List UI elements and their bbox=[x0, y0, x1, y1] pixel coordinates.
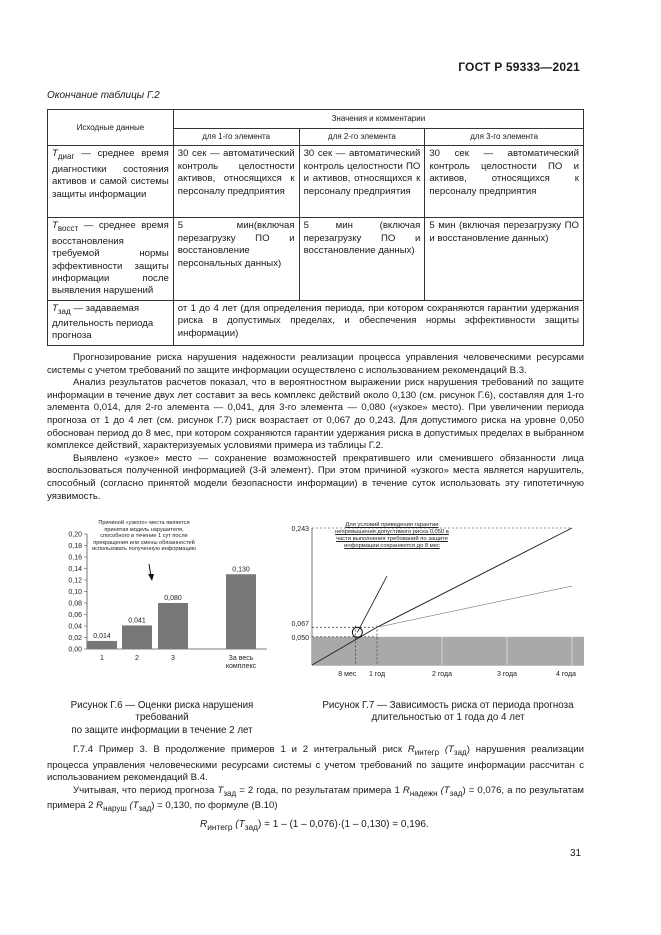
bar bbox=[158, 603, 188, 649]
y-tick-label: 0,02 bbox=[68, 635, 82, 642]
x-tick-label: 2 bbox=[135, 655, 139, 662]
example-text bbox=[47, 744, 584, 816]
y-tick-label: 0,14 bbox=[68, 566, 82, 573]
cell-element-1: 5 мин(включая перезагрузку ПО и восстановление персональных данных) bbox=[173, 218, 299, 300]
x-tick-label: 2 года bbox=[432, 671, 452, 678]
figure-g7-caption: Рисунок Г.7 — Зависимость риска от периода прогноза длительностью от 1 года до 4 лет bbox=[322, 700, 574, 724]
x-tick-label: 4 года bbox=[556, 671, 576, 678]
y-tick-label: 0,18 bbox=[68, 543, 82, 550]
paragraph: Прогнозирование риска нарушения надежности реализации процесса управления человеческими ресурсами системы с учетом требований по защите информации осуществлено с использованием рекомендаций В.3. bbox=[47, 352, 584, 376]
aux-line bbox=[377, 586, 572, 627]
table-caption: Окончание таблицы Г.2 bbox=[47, 90, 160, 101]
body-text bbox=[47, 352, 584, 503]
bar-data-label: 0,041 bbox=[128, 617, 146, 625]
x-tick-label: 1 bbox=[100, 655, 104, 662]
header-element-1: для 1-го элемента bbox=[173, 129, 299, 146]
paragraph: Анализ результатов расчетов показал, что в вероятностном выражении риск нарушения требований по защите информации в течение двух лет составит за весь комплекс действий около 0,130 (см. рисунок Г.6), составляя для 1-го элемента 0,014, для 2-го элемента — 0,041, для 3-го элемента — 0,080 («узкое» место). При увеличении периода прогноза от 1 до 4 лет (см. рисунок Г.7) риск возрастает от 0,067 до 0,243. Для допустимого риска на уровне 0,050 обоснован период до 8 мес, при котором сохраняются гарантии удержания риска в допустимых пределах в выбранном комплексе действий, характеризуемых условиями примера из таблицы Г.2. bbox=[47, 377, 584, 452]
bar bbox=[122, 625, 152, 649]
y-tick-label: 0,16 bbox=[68, 554, 82, 562]
formula: $R_{интегр}$ $(T_{зад}) = 1 - (1 - 0,076)\cdot(1 - 0,130) = 0,196$. bbox=[200, 819, 429, 832]
cell-element-2: 30 сек — автоматический контроль целостности ПО и активов, относящихся к персоналу предприятия bbox=[299, 146, 425, 218]
line-annotation: Для условий приведения гарантии непревышения допустимого риска 0,050 в части выполнения требований по защите информации сохраняются до 8 мес bbox=[335, 522, 449, 549]
header-element-3: для 3-го элемента bbox=[425, 129, 584, 146]
row-label: $T_{зад}$ — задаваемая длительность периода прогноза bbox=[48, 300, 174, 345]
y-tick-label: 0,06 bbox=[68, 612, 82, 619]
header-element-2: для 2-го элемента bbox=[299, 129, 425, 146]
cell-element-2: 5 мин (включая перезагрузку ПО и восстановление данных) bbox=[299, 218, 425, 300]
y-tick-label: 0,067 bbox=[291, 621, 309, 629]
cell-element-1: 30 сек — автоматический контроль целостности активов, относящихся к персоналу предприятия bbox=[173, 146, 299, 218]
paragraph: Г.7.4 Пример 3. В продолжение примеров 1 и 2 интегральный риск $R_{интегр}$ $(T_{зад})$ нарушения реализации процесса управления человеческими ресурсами системы с учетом требований по защите информации рассчитан с использованием рекомендаций В.4. bbox=[47, 744, 584, 784]
y-tick-label: 0,20 bbox=[68, 531, 82, 539]
x-tick-label: 3 bbox=[171, 655, 175, 662]
bar-chart-g6 bbox=[68, 520, 267, 670]
line-chart-g7 bbox=[291, 522, 584, 678]
bar-data-label: 0,080 bbox=[164, 595, 182, 602]
y-tick-label: 0,04 bbox=[68, 623, 82, 631]
cell-all-elements: от 1 до 4 лет (для определения периода, при котором сохраняются гарантии удержания риска в допустимых пределах, и обеспечения нормы эффективности защиты информации) bbox=[173, 300, 583, 345]
x-tick-label: За весь комплекс bbox=[225, 655, 257, 670]
figures-area bbox=[47, 518, 584, 700]
y-tick-label: 0,08 bbox=[68, 600, 82, 608]
y-tick-label: 0,050 bbox=[291, 634, 309, 642]
cell-element-3: 5 мин (включая перезагрузку ПО и восстановление данных) bbox=[425, 218, 584, 300]
header-values: Значения и комментарии bbox=[173, 110, 583, 129]
x-tick-label: 3 года bbox=[497, 671, 517, 678]
figure-g6-caption: Рисунок Г.6 — Оценки риска нарушения требований по защите информации в течение 2 лет bbox=[70, 700, 254, 736]
parameters-table bbox=[47, 109, 584, 346]
table-row bbox=[48, 218, 584, 300]
paragraph: Выявлено «узкое» место — сохранение возможностей прекратившего или сменившего обязанности лица воспользоваться полученной информацией (3-й элемент). При этом причиной «узкого» места является нарушитель, способный (согласно принятой модели безопасности информации) в течение суток использовать эту гипотетичную уязвимость. bbox=[47, 452, 584, 502]
y-tick-label: 0,00 bbox=[68, 646, 82, 654]
y-tick-label: 0,10 bbox=[68, 589, 82, 596]
bar bbox=[226, 574, 256, 649]
cell-element-3: 30 сек — автоматический контроль целостности ПО и активов, относящихся к персоналу предприятия bbox=[425, 146, 584, 218]
row-label: $T_{восст}$ — среднее время восстановления требуемой нормы эффективности защиты информации после выявления нарушений bbox=[48, 218, 174, 300]
x-tick-label: 8 мес bbox=[338, 671, 357, 678]
row-label: $T_{диаг}$ — среднее время диагностики состояния активов и самой системы защиты информации bbox=[48, 146, 174, 218]
paragraph: Учитывая, что период прогноза $T_{зад} = 2$ года, по результатам примера 1 $R_{надежн}$ $(T_{зад}) = 0,076$, а по результатам примера 2 $R_{наруш}$ $(T_{зад}) = 0,130$, по формуле (В.10) bbox=[47, 784, 584, 814]
table-row bbox=[48, 146, 584, 218]
y-tick-label: 0,12 bbox=[68, 577, 82, 585]
y-tick-label: 0,243 bbox=[291, 526, 309, 533]
page-number: 31 bbox=[570, 848, 582, 859]
x-tick-label: 1 год bbox=[368, 671, 386, 678]
table-row bbox=[48, 300, 584, 345]
annotation-leader bbox=[357, 576, 387, 632]
bar-annotation: Причиной «узкого» места является принятая модель нарушителя, способного в течение 1 сут после прекращения или смены обязанностей использовать полученную информацию bbox=[91, 520, 196, 553]
bar bbox=[87, 641, 117, 649]
document-id: ГОСТ Р 59333—2021 bbox=[458, 60, 580, 74]
header-source-data: Исходные данные bbox=[48, 110, 174, 146]
bar-data-label: 0,014 bbox=[93, 632, 111, 640]
bar-data-label: 0,130 bbox=[232, 566, 250, 574]
